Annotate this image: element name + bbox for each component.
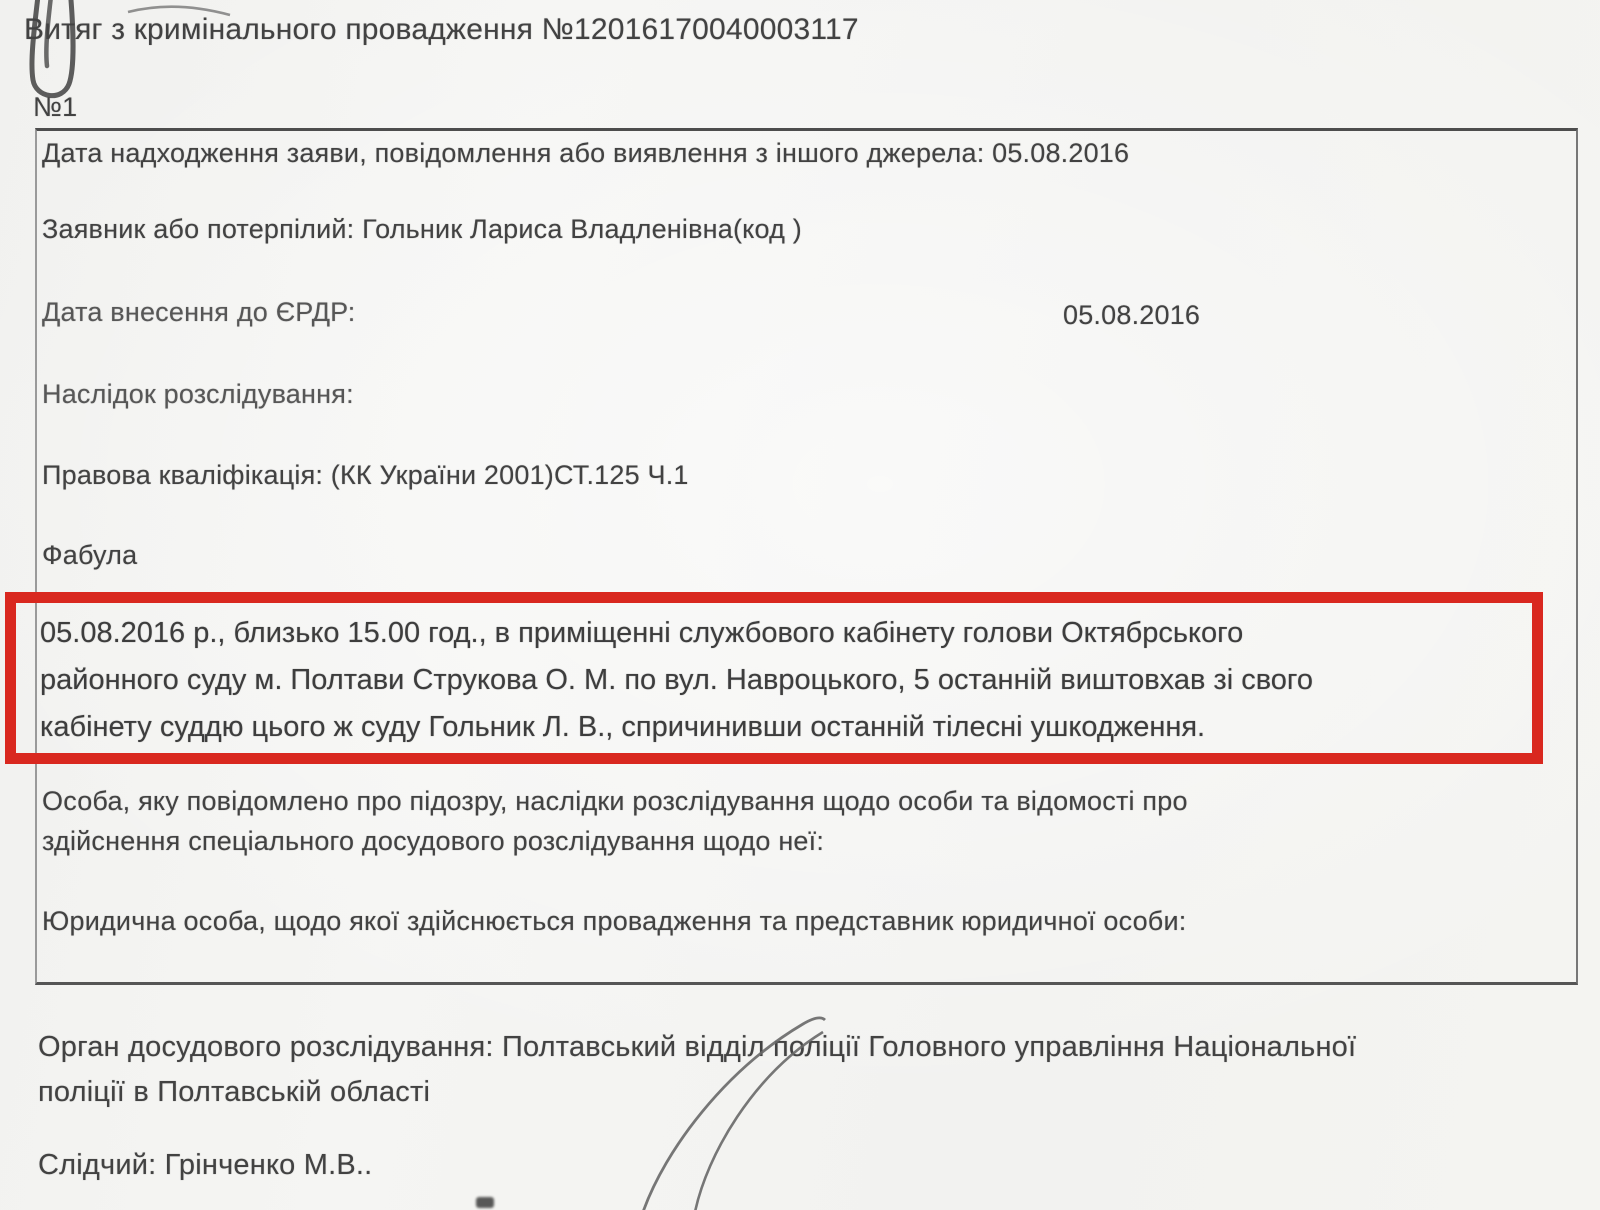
copy-number: №1 <box>33 92 78 122</box>
field-investigator: Слідчий: Грінченко М.В.. <box>38 1149 373 1181</box>
field-qualification: Правова кваліфікація: (КК України 2001)СТ.125 Ч.1 <box>42 460 689 490</box>
field-suspect-info-line-2: здійснення спеціального досудового розслідування щодо неї: <box>42 826 825 856</box>
fabula-line-3: кабінету суддю цього ж суду Гольник Л. В., спричинивши останній тілесні ушкодження. <box>40 711 1206 743</box>
highlight-red-box <box>5 592 1543 764</box>
field-authority-line-2: поліції в Полтавській області <box>38 1076 431 1108</box>
field-applicant: Заявник або потерпілий: Гольник Лариса Владленівна(код ) <box>42 214 802 244</box>
document-title: Витяг з кримінального провадження №12016170040003117 <box>24 13 859 46</box>
fabula-line-1: 05.08.2016 р., близько 15.00 год., в приміщенні службового кабінету голови Октябрського <box>40 617 1244 649</box>
field-outcome-label: Наслідок розслідування: <box>42 379 354 409</box>
field-intake-date: Дата надходження заяви, повідомлення або виявлення з іншого джерела: 05.08.2016 <box>42 138 1130 168</box>
spacer <box>16 603 1532 610</box>
field-erdr-label: Дата внесення до ЄРДР: <box>42 297 356 327</box>
field-fabula-label: Фабула <box>42 540 138 570</box>
field-suspect-info-line-1: Особа, яку повідомлено про підозру, наслідки розслідування щодо особи та відомості про <box>42 786 1188 816</box>
field-erdr-date: 05.08.2016 <box>1063 300 1201 330</box>
field-authority-line-1: Орган досудового розслідування: Полтавський відділ поліції Головного управління Національної <box>38 1031 1357 1063</box>
ink-smudge <box>476 1197 494 1208</box>
field-legal-entity: Юридична особа, щодо якої здійснюється провадження та представник юридичної особи: <box>42 906 1187 936</box>
fabula-line-2: районного суду м. Полтави Струкова О. М. по вул. Навроцького, 5 останній виштовхав зі свого <box>40 664 1313 696</box>
signature-stroke-icon <box>595 1000 865 1210</box>
